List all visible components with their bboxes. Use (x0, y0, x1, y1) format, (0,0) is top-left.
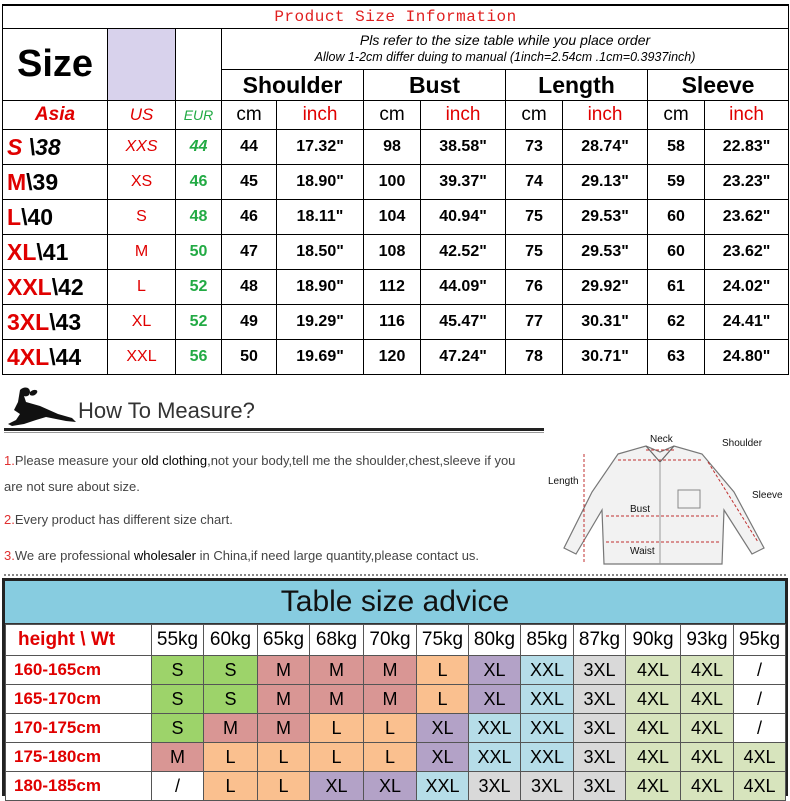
instruction-1 (4, 448, 554, 474)
weight-header: 80kg (469, 625, 521, 656)
advice-size-cell: M (152, 743, 204, 772)
note-line-2: Allow 1-2cm differ duing to manual (1inch=2.54cm .1cm=0.3937inch) (314, 50, 696, 64)
asia-size-letter: XL (7, 238, 37, 265)
advice-size-cell: XXL (521, 743, 574, 772)
advice-row (6, 656, 786, 685)
label-shoulder: Shoulder (722, 438, 763, 449)
measure-cell-bu-cm: 104 (364, 200, 421, 235)
advice-title: Table size advice (5, 581, 785, 624)
advice-row (6, 772, 786, 801)
instruction-text: in China,if need large quantity,please contact us. (196, 548, 480, 563)
advice-row (6, 743, 786, 772)
measure-cell-le-in: 29.53" (563, 235, 648, 270)
advice-size-cell: S (152, 656, 204, 685)
us-size-cell: XL (108, 305, 176, 340)
advice-size-cell: M (364, 656, 417, 685)
label-sleeve: Sleeve (752, 490, 783, 501)
weight-header: 75kg (417, 625, 469, 656)
asia-size-number: \38 (22, 133, 61, 160)
advice-size-cell: M (310, 656, 364, 685)
eur-size-cell: 52 (176, 305, 222, 340)
us-size-cell: L (108, 270, 176, 305)
height-range-label: 180-185cm (6, 772, 152, 801)
advice-size-cell: 3XL (574, 743, 626, 772)
size-row (3, 235, 789, 270)
measure-cell-le-cm: 78 (506, 340, 563, 375)
label-bust: Bust (630, 504, 651, 515)
advice-size-cell: XXL (469, 743, 521, 772)
measure-cell-sl-in: 24.02" (705, 270, 789, 305)
advice-size-cell: 4XL (626, 772, 681, 801)
instruction-number: 2. (4, 512, 15, 527)
asia-size-cell (3, 200, 108, 235)
advice-size-cell: XXL (521, 714, 574, 743)
advice-size-cell: / (152, 772, 204, 801)
size-rows (3, 130, 789, 375)
asia-size-number: \41 (36, 238, 69, 265)
advice-size-cell: 4XL (681, 656, 734, 685)
measure-cell-le-in: 29.92" (563, 270, 648, 305)
measure-cell-sh-in: 17.32" (277, 130, 364, 165)
measure-cell-bu-cm: 112 (364, 270, 421, 305)
label-length: Length (548, 476, 579, 487)
shirt-outline (564, 446, 764, 564)
size-advice-panel (2, 578, 788, 796)
us-size-cell: XXS (108, 130, 176, 165)
instruction-emphasis: wholesaler (133, 548, 196, 563)
product-size-table (2, 4, 789, 375)
eur-size-cell: 56 (176, 340, 222, 375)
advice-size-cell: L (417, 656, 469, 685)
asia-size-letter: 3XL (7, 308, 50, 335)
lavender-cell (108, 29, 176, 101)
advice-size-cell: S (152, 685, 204, 714)
advice-header-row (6, 625, 786, 656)
measure-cell-bu-in: 45.47" (421, 305, 506, 340)
advice-size-cell: L (310, 714, 364, 743)
weight-header: 85kg (521, 625, 574, 656)
unit-inch: inch (421, 101, 506, 130)
asia-size-number: \42 (51, 273, 84, 300)
group-header-bust: Bust (364, 70, 506, 101)
advice-size-cell: M (258, 714, 310, 743)
measure-cell-sl-cm: 63 (648, 340, 705, 375)
us-size-cell: XXL (108, 340, 176, 375)
measure-cell-sl-in: 24.41" (705, 305, 789, 340)
advice-rows (6, 656, 786, 801)
asia-size-letter: XXL (7, 273, 52, 300)
advice-size-cell: 3XL (574, 772, 626, 801)
measure-cell-sh-in: 19.29" (277, 305, 364, 340)
advice-size-cell: S (152, 714, 204, 743)
measure-cell-sh-in: 18.11" (277, 200, 364, 235)
measure-cell-bu-in: 38.58" (421, 130, 506, 165)
measure-cell-le-in: 30.71" (563, 340, 648, 375)
measure-cell-sl-cm: 58 (648, 130, 705, 165)
advice-size-cell: / (734, 656, 786, 685)
measure-cell-le-cm: 73 (506, 130, 563, 165)
divider (4, 428, 544, 431)
weight-header: 60kg (204, 625, 258, 656)
unit-cm: cm (222, 101, 277, 130)
advice-size-cell: L (310, 743, 364, 772)
measure-cell-sl-cm: 61 (648, 270, 705, 305)
instruction-text: ,not your body,tell me the shoulder,chest,sleeve if you (207, 453, 516, 468)
measure-cell-sh-in: 18.90" (277, 270, 364, 305)
measure-cell-le-in: 28.74" (563, 130, 648, 165)
weight-header: 95kg (734, 625, 786, 656)
instruction-2 (4, 507, 554, 533)
note-line-1: Pls refer to the size table while you place order (359, 32, 651, 48)
measure-cell-sh-in: 18.90" (277, 165, 364, 200)
instruction-text: We are professional (14, 548, 134, 563)
us-size-cell: XS (108, 165, 176, 200)
measure-cell-bu-cm: 100 (364, 165, 421, 200)
col-header-us: US (108, 101, 176, 130)
advice-size-cell: L (258, 772, 310, 801)
advice-corner-label: height \ Wt (6, 625, 152, 656)
asia-size-letter: S (7, 133, 23, 160)
advice-size-cell: M (258, 685, 310, 714)
measure-cell-bu-cm: 108 (364, 235, 421, 270)
measure-cell-sl-in: 22.83" (705, 130, 789, 165)
measure-cell-sl-cm: 62 (648, 305, 705, 340)
weight-header: 90kg (626, 625, 681, 656)
advice-row (6, 714, 786, 743)
measure-cell-sh-cm: 46 (222, 200, 277, 235)
advice-size-cell: 4XL (626, 743, 681, 772)
measure-cell-sh-cm: 50 (222, 340, 277, 375)
weight-header: 68kg (310, 625, 364, 656)
advice-size-cell: L (258, 743, 310, 772)
advice-size-cell: L (204, 743, 258, 772)
measure-cell-sh-cm: 48 (222, 270, 277, 305)
advice-size-cell: 4XL (681, 714, 734, 743)
measure-cell-sl-in: 24.80" (705, 340, 789, 375)
measure-cell-sl-in: 23.62" (705, 235, 789, 270)
advice-size-cell: 4XL (626, 656, 681, 685)
group-header-sleeve: Sleeve (648, 70, 789, 101)
unit-inch: inch (563, 101, 648, 130)
instruction-emphasis: old clothing (141, 453, 208, 468)
size-table-title: Product Size Information (3, 5, 789, 29)
us-size-cell: M (108, 235, 176, 270)
advice-size-cell: XL (417, 714, 469, 743)
measure-cell-sh-cm: 47 (222, 235, 277, 270)
advice-size-cell: / (734, 685, 786, 714)
asia-size-cell (3, 165, 108, 200)
measure-cell-bu-cm: 120 (364, 340, 421, 375)
advice-size-cell: 4XL (734, 743, 786, 772)
eur-size-cell: 48 (176, 200, 222, 235)
asia-size-number: \44 (49, 343, 82, 370)
measure-cell-sl-in: 23.23" (705, 165, 789, 200)
measure-cell-bu-cm: 98 (364, 130, 421, 165)
measure-cell-le-cm: 75 (506, 200, 563, 235)
instruction-text: Every product has different size chart. (14, 512, 233, 527)
weight-header: 55kg (152, 625, 204, 656)
measure-cell-le-in: 30.31" (563, 305, 648, 340)
size-row (3, 340, 789, 375)
size-row (3, 270, 789, 305)
advice-size-cell: XXL (469, 714, 521, 743)
measure-cell-le-cm: 75 (506, 235, 563, 270)
group-header-length: Length (506, 70, 648, 101)
col-header-eur: EUR (176, 101, 222, 130)
asia-size-cell (3, 270, 108, 305)
unit-cm: cm (648, 101, 705, 130)
divider (4, 432, 544, 433)
advice-size-cell: / (734, 714, 786, 743)
measure-cell-bu-in: 47.24" (421, 340, 506, 375)
advice-size-cell: M (258, 656, 310, 685)
size-row (3, 165, 789, 200)
measure-cell-le-cm: 76 (506, 270, 563, 305)
advice-size-cell: 4XL (681, 772, 734, 801)
instruction-number: 3. (4, 548, 15, 563)
advice-size-cell: 4XL (626, 685, 681, 714)
measure-cell-bu-in: 42.52" (421, 235, 506, 270)
instruction-number: 1. (4, 453, 15, 468)
advice-size-cell: L (364, 743, 417, 772)
col-header-asia: Asia (3, 101, 108, 130)
height-range-label: 160-165cm (6, 656, 152, 685)
woman-silhouette-icon (6, 384, 78, 430)
weight-header: 87kg (574, 625, 626, 656)
advice-size-cell: XL (469, 656, 521, 685)
measure-cell-le-cm: 77 (506, 305, 563, 340)
instruction-3 (4, 543, 554, 569)
advice-size-cell: 4XL (681, 685, 734, 714)
section-divider (4, 574, 786, 576)
eur-size-cell: 44 (176, 130, 222, 165)
measure-cell-sl-in: 23.62" (705, 200, 789, 235)
measure-cell-le-in: 29.53" (563, 200, 648, 235)
measure-cell-sh-in: 19.69" (277, 340, 364, 375)
measure-cell-bu-cm: 116 (364, 305, 421, 340)
asia-size-letter: M (7, 168, 27, 195)
asia-size-number: \43 (49, 308, 82, 335)
advice-size-cell: 3XL (574, 714, 626, 743)
measure-cell-sl-cm: 60 (648, 200, 705, 235)
advice-size-cell: M (364, 685, 417, 714)
asia-size-number: \40 (21, 203, 54, 230)
instruction-text: Please measure your (14, 453, 142, 468)
asia-size-cell (3, 305, 108, 340)
advice-size-cell: 3XL (574, 685, 626, 714)
advice-size-cell: XL (417, 743, 469, 772)
size-advice-table (5, 624, 786, 801)
advice-size-cell: M (310, 685, 364, 714)
how-to-measure-title: How To Measure? (78, 398, 255, 423)
measure-cell-le-in: 29.13" (563, 165, 648, 200)
measure-cell-le-cm: 74 (506, 165, 563, 200)
eur-size-cell: 50 (176, 235, 222, 270)
asia-size-letter: L (7, 203, 22, 230)
size-label: Size (3, 29, 108, 101)
measure-cell-sl-cm: 59 (648, 165, 705, 200)
size-row (3, 130, 789, 165)
unit-inch: inch (277, 101, 364, 130)
advice-size-cell: 4XL (626, 714, 681, 743)
asia-size-cell (3, 235, 108, 270)
blank-cell (176, 29, 222, 101)
group-header-shoulder: Shoulder (222, 70, 364, 101)
advice-size-cell: 4XL (681, 743, 734, 772)
advice-size-cell: XL (364, 772, 417, 801)
advice-size-cell: S (204, 656, 258, 685)
weight-header: 65kg (258, 625, 310, 656)
measure-cell-sh-in: 18.50" (277, 235, 364, 270)
advice-size-cell: L (204, 772, 258, 801)
advice-size-cell: M (204, 714, 258, 743)
asia-size-number: \39 (26, 168, 59, 195)
advice-row (6, 685, 786, 714)
advice-size-cell: XXL (521, 685, 574, 714)
advice-size-cell: 3XL (521, 772, 574, 801)
us-size-cell: S (108, 200, 176, 235)
label-waist: Waist (630, 546, 655, 557)
size-row (3, 305, 789, 340)
unit-inch: inch (705, 101, 789, 130)
advice-size-cell: 4XL (734, 772, 786, 801)
height-range-label: 170-175cm (6, 714, 152, 743)
advice-size-cell: L (417, 685, 469, 714)
advice-size-cell: 3XL (574, 656, 626, 685)
advice-size-cell: S (204, 685, 258, 714)
measure-cell-bu-in: 44.09" (421, 270, 506, 305)
unit-cm: cm (364, 101, 421, 130)
height-range-label: 175-180cm (6, 743, 152, 772)
size-table-notes (222, 29, 789, 70)
measure-cell-sh-cm: 44 (222, 130, 277, 165)
label-neck: Neck (650, 434, 673, 445)
unit-cm: cm (506, 101, 563, 130)
shirt-measure-diagram (548, 432, 788, 572)
advice-size-cell: L (364, 714, 417, 743)
measure-cell-bu-in: 39.37" (421, 165, 506, 200)
advice-size-cell: XXL (521, 656, 574, 685)
eur-size-cell: 52 (176, 270, 222, 305)
measure-cell-bu-in: 40.94" (421, 200, 506, 235)
asia-size-letter: 4XL (7, 343, 50, 370)
measure-cell-sh-cm: 45 (222, 165, 277, 200)
measure-cell-sl-cm: 60 (648, 235, 705, 270)
asia-size-cell (3, 130, 108, 165)
size-row (3, 200, 789, 235)
advice-size-cell: XL (469, 685, 521, 714)
height-range-label: 165-170cm (6, 685, 152, 714)
advice-size-cell: XXL (417, 772, 469, 801)
asia-size-cell (3, 340, 108, 375)
eur-size-cell: 46 (176, 165, 222, 200)
advice-size-cell: XL (310, 772, 364, 801)
advice-size-cell: 3XL (469, 772, 521, 801)
measure-cell-sh-cm: 49 (222, 305, 277, 340)
instruction-1-cont: are not sure about size. (4, 479, 140, 494)
weight-header: 93kg (681, 625, 734, 656)
weight-header: 70kg (364, 625, 417, 656)
